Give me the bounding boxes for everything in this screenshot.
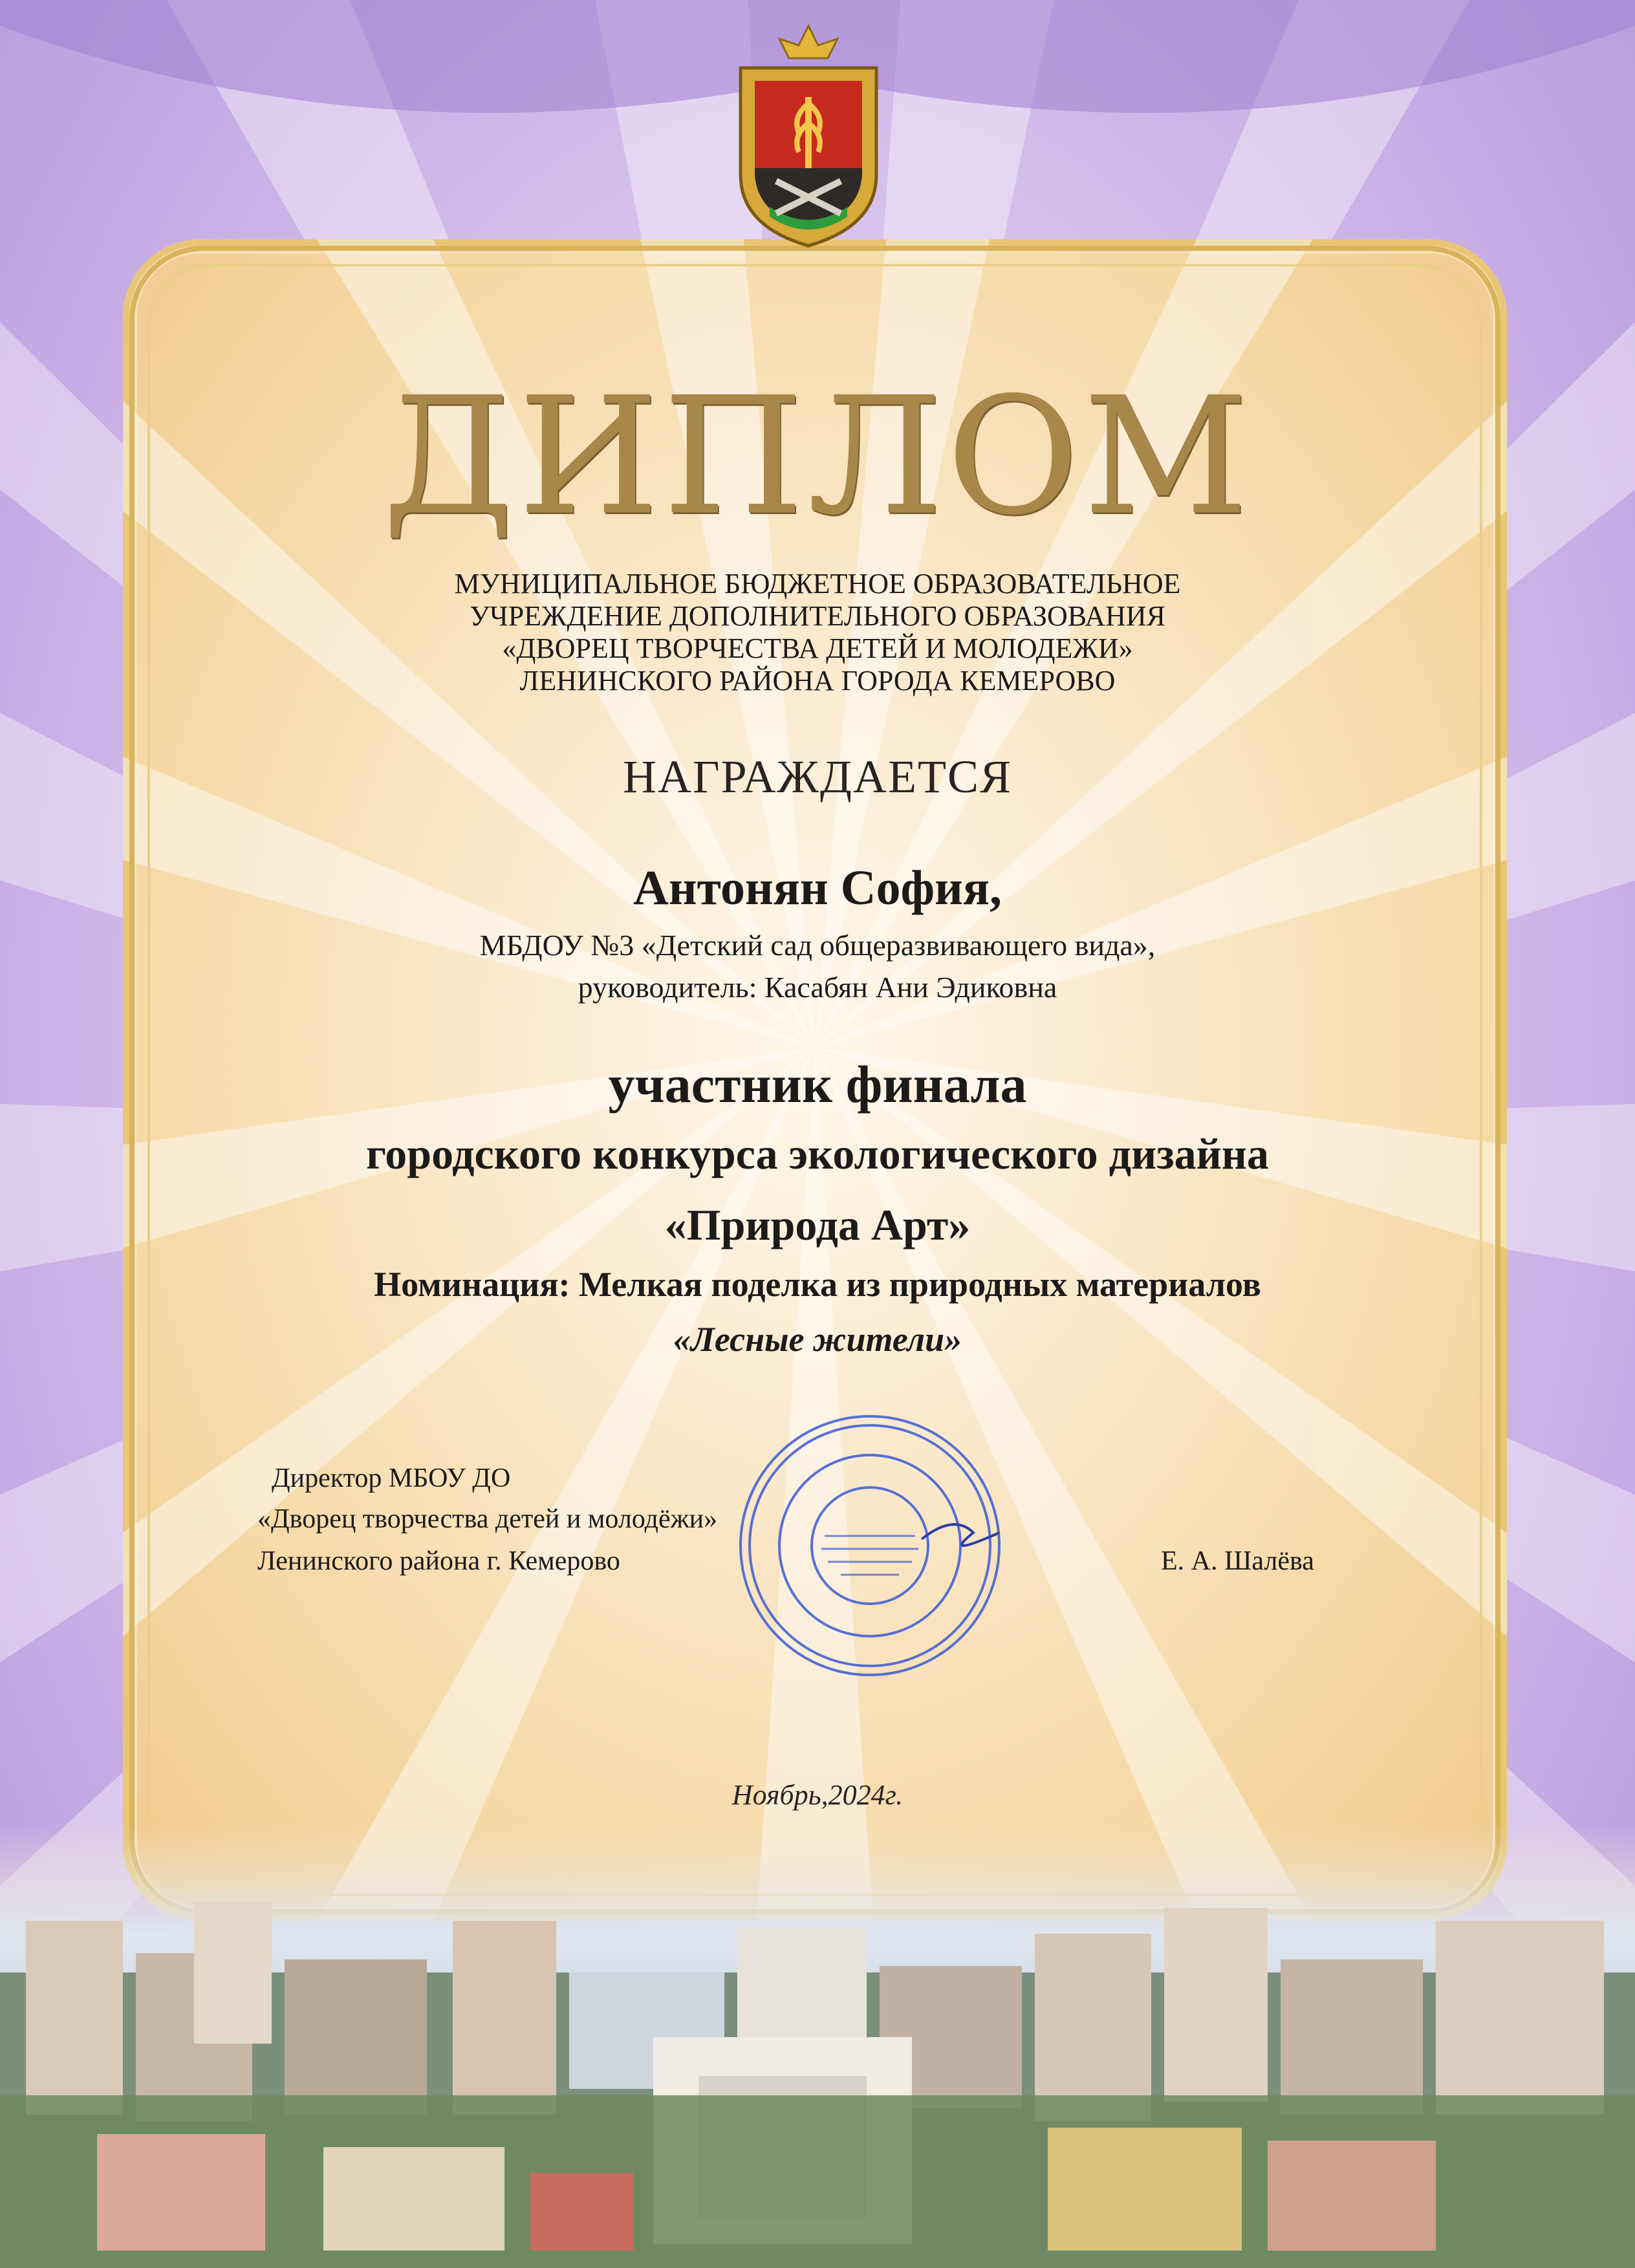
- organization-line-3: «ДВОРЕЦ ТВОРЧЕСТВА ДЕТЕЙ И МОЛОДЕЖИ»: [502, 632, 1133, 664]
- coat-of-arms-icon: [715, 19, 902, 252]
- awarded-label: НАГРАЖДАЕТСЯ: [622, 751, 1013, 803]
- recipient-leader: руководитель: Касабян Ани Эдиковна: [578, 971, 1057, 1004]
- contest-name: «Природа Арт»: [664, 1200, 971, 1249]
- contest-title: городского конкурса экологического дизайна: [366, 1129, 1269, 1178]
- issue-date: Ноябрь,2024г.: [731, 1779, 904, 1811]
- nomination: Номинация: Мелкая поделка из природных материалов: [374, 1265, 1261, 1304]
- signatory-line-1: Директор МБОУ ДО: [272, 1463, 511, 1493]
- signatory-line-3: Ленинского района г. Кемерово: [257, 1546, 620, 1576]
- organization-line-4: ЛЕНИНСКОГО РАЙОНА ГОРОДА КЕМЕРОВО: [519, 665, 1116, 697]
- seal-stamp-icon: [728, 1403, 1012, 1688]
- nomination-name: «Лесные жители»: [673, 1320, 962, 1359]
- signatory-line-2: «Дворец творчества детей и молодёжи»: [257, 1504, 718, 1534]
- diploma-title: ДИПЛОМ: [382, 362, 1253, 550]
- award-status: участник финала: [608, 1055, 1027, 1114]
- recipient-school: МБДОУ №3 «Детский сад общеразвивающего вида»,: [479, 929, 1156, 962]
- organization-line-2: УЧРЕЖДЕНИЕ ДОПОЛНИТЕЛЬНОГО ОБРАЗОВАНИЯ: [470, 600, 1165, 632]
- city-panorama: [0, 1824, 1635, 2268]
- organization-line-1: МУНИЦИПАЛЬНОЕ БЮДЖЕТНОЕ ОБРАЗОВАТЕЛЬНОЕ: [454, 568, 1181, 599]
- recipient-name: Антонян София,: [633, 861, 1002, 915]
- signatory-name: Е. А. Шалёва: [1161, 1546, 1314, 1576]
